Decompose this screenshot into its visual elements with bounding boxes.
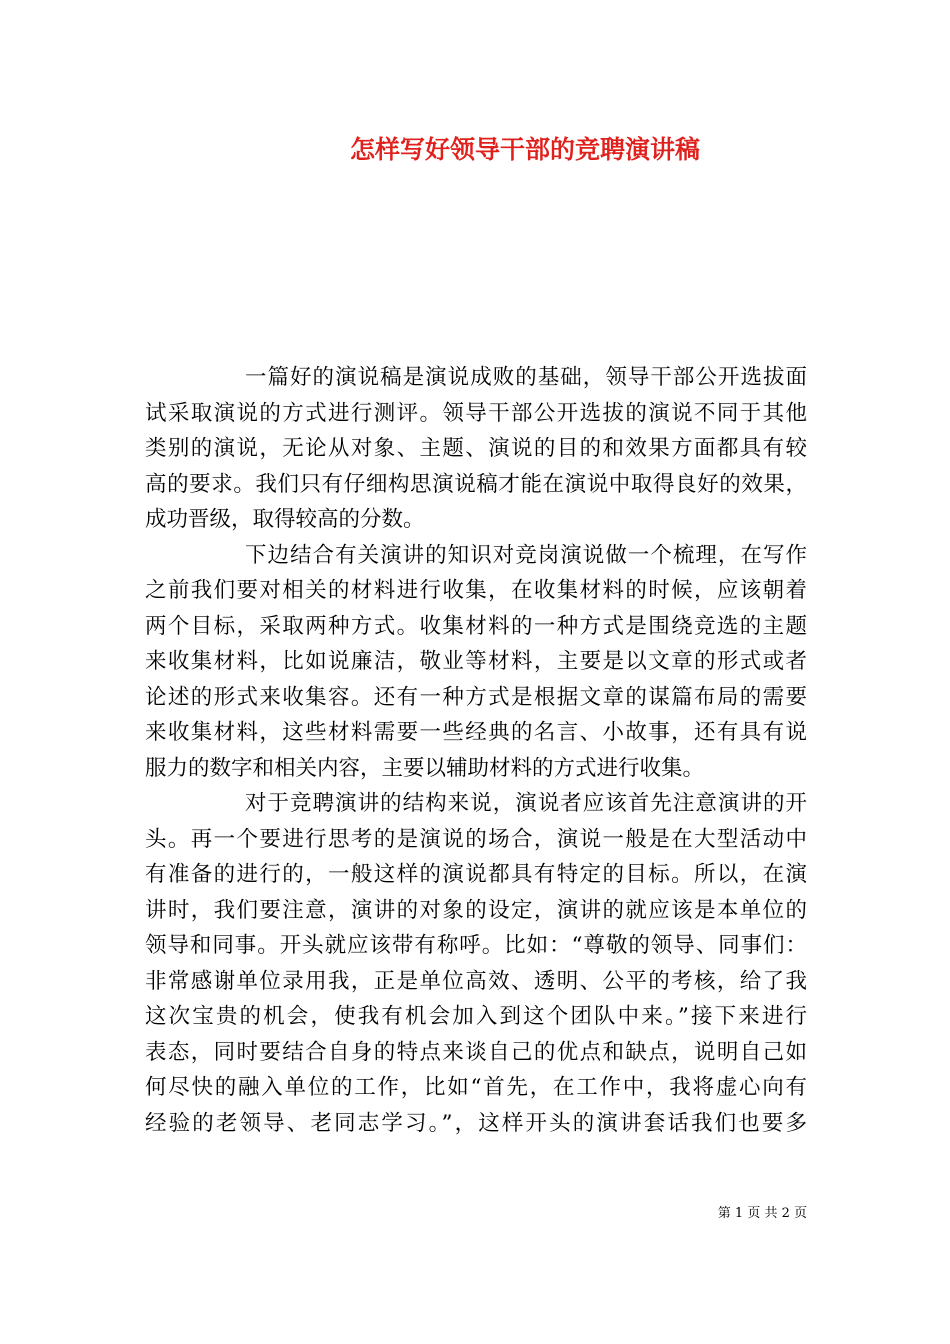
page-number-footer: 第 1 页 共 2 页 <box>717 1206 807 1221</box>
paragraph-line: 非常感谢单位录用我，正是单位高效、透明、公平的考核，给了我 <box>145 968 807 994</box>
paragraph-line: 两个目标，采取两种方式。收集材料的一种方式是围绕竞选的主题 <box>145 613 807 639</box>
paragraph-line: 之前我们要对相关的材料进行收集，在收集材料的时候，应该朝着 <box>145 578 807 603</box>
paragraph-line: 来收集材料，这些材料需要一些经典的名言、小故事，还有具有说 <box>145 720 807 745</box>
paragraph-line: 经验的老领导、老同志学习。”，这样开头的演讲套话我们也要多 <box>145 1110 807 1136</box>
paragraph-3 <box>145 786 807 1141</box>
paragraph-line: 类别的演说，无论从对象、主题、演说的目的和效果方面都具有较 <box>145 436 807 461</box>
paragraph-line: 这次宝贵的机会，使我有机会加入到这个团队中来。”接下来进行 <box>145 1004 807 1029</box>
paragraph-line: 对于竞聘演讲的结构来说，演说者应该首先注意演讲的开 <box>245 791 807 816</box>
paragraph-line: 成功晋级，取得较高的分数。 <box>145 507 425 532</box>
paragraph-line: 来收集材料，比如说廉洁，敬业等材料，主要是以文章的形式或者 <box>145 649 807 674</box>
paragraph-line: 头。再一个要进行思考的是演说的场合，演说一般是在大型活动中 <box>145 826 807 852</box>
document-body <box>145 360 807 1141</box>
paragraph-line: 讲时，我们要注意，演讲的对象的设定，演讲的就应该是本单位的 <box>145 897 807 923</box>
paragraph-line: 一篇好的演说稿是演说成败的基础，领导干部公开选拔面 <box>245 365 807 390</box>
paragraph-line: 下边结合有关演讲的知识对竞岗演说做一个梳理，在写作 <box>245 542 807 568</box>
paragraph-line: 论述的形式来收集容。还有一种方式是根据文章的谋篇布局的需要 <box>145 684 807 710</box>
paragraph-1 <box>145 360 807 538</box>
paragraph-line: 表态，同时要结合自身的特点来谈自己的优点和缺点，说明自己如 <box>145 1039 807 1065</box>
paragraph-line: 何尽快的融入单位的工作，比如“首先，在工作中，我将虚心向有 <box>145 1075 807 1100</box>
document-title: 怎样写好领导干部的竞聘演讲稿 <box>349 135 700 164</box>
paragraph-line: 服力的数字和相关内容，主要以辅助材料的方式进行收集。 <box>145 755 705 781</box>
paragraph-line: 领导和同事。开头就应该带有称呼。比如：“尊敬的领导、同事们： <box>145 933 807 958</box>
paragraph-line: 有准备的进行的，一般这样的演说都具有特定的目标。所以，在演 <box>145 862 807 887</box>
paragraph-2 <box>145 538 807 787</box>
paragraph-line: 试采取演说的方式进行测评。领导干部公开选拔的演说不同于其他 <box>145 400 807 426</box>
paragraph-line: 高的要求。我们只有仔细构思演说稿才能在演说中取得良好的效果， <box>145 471 807 497</box>
